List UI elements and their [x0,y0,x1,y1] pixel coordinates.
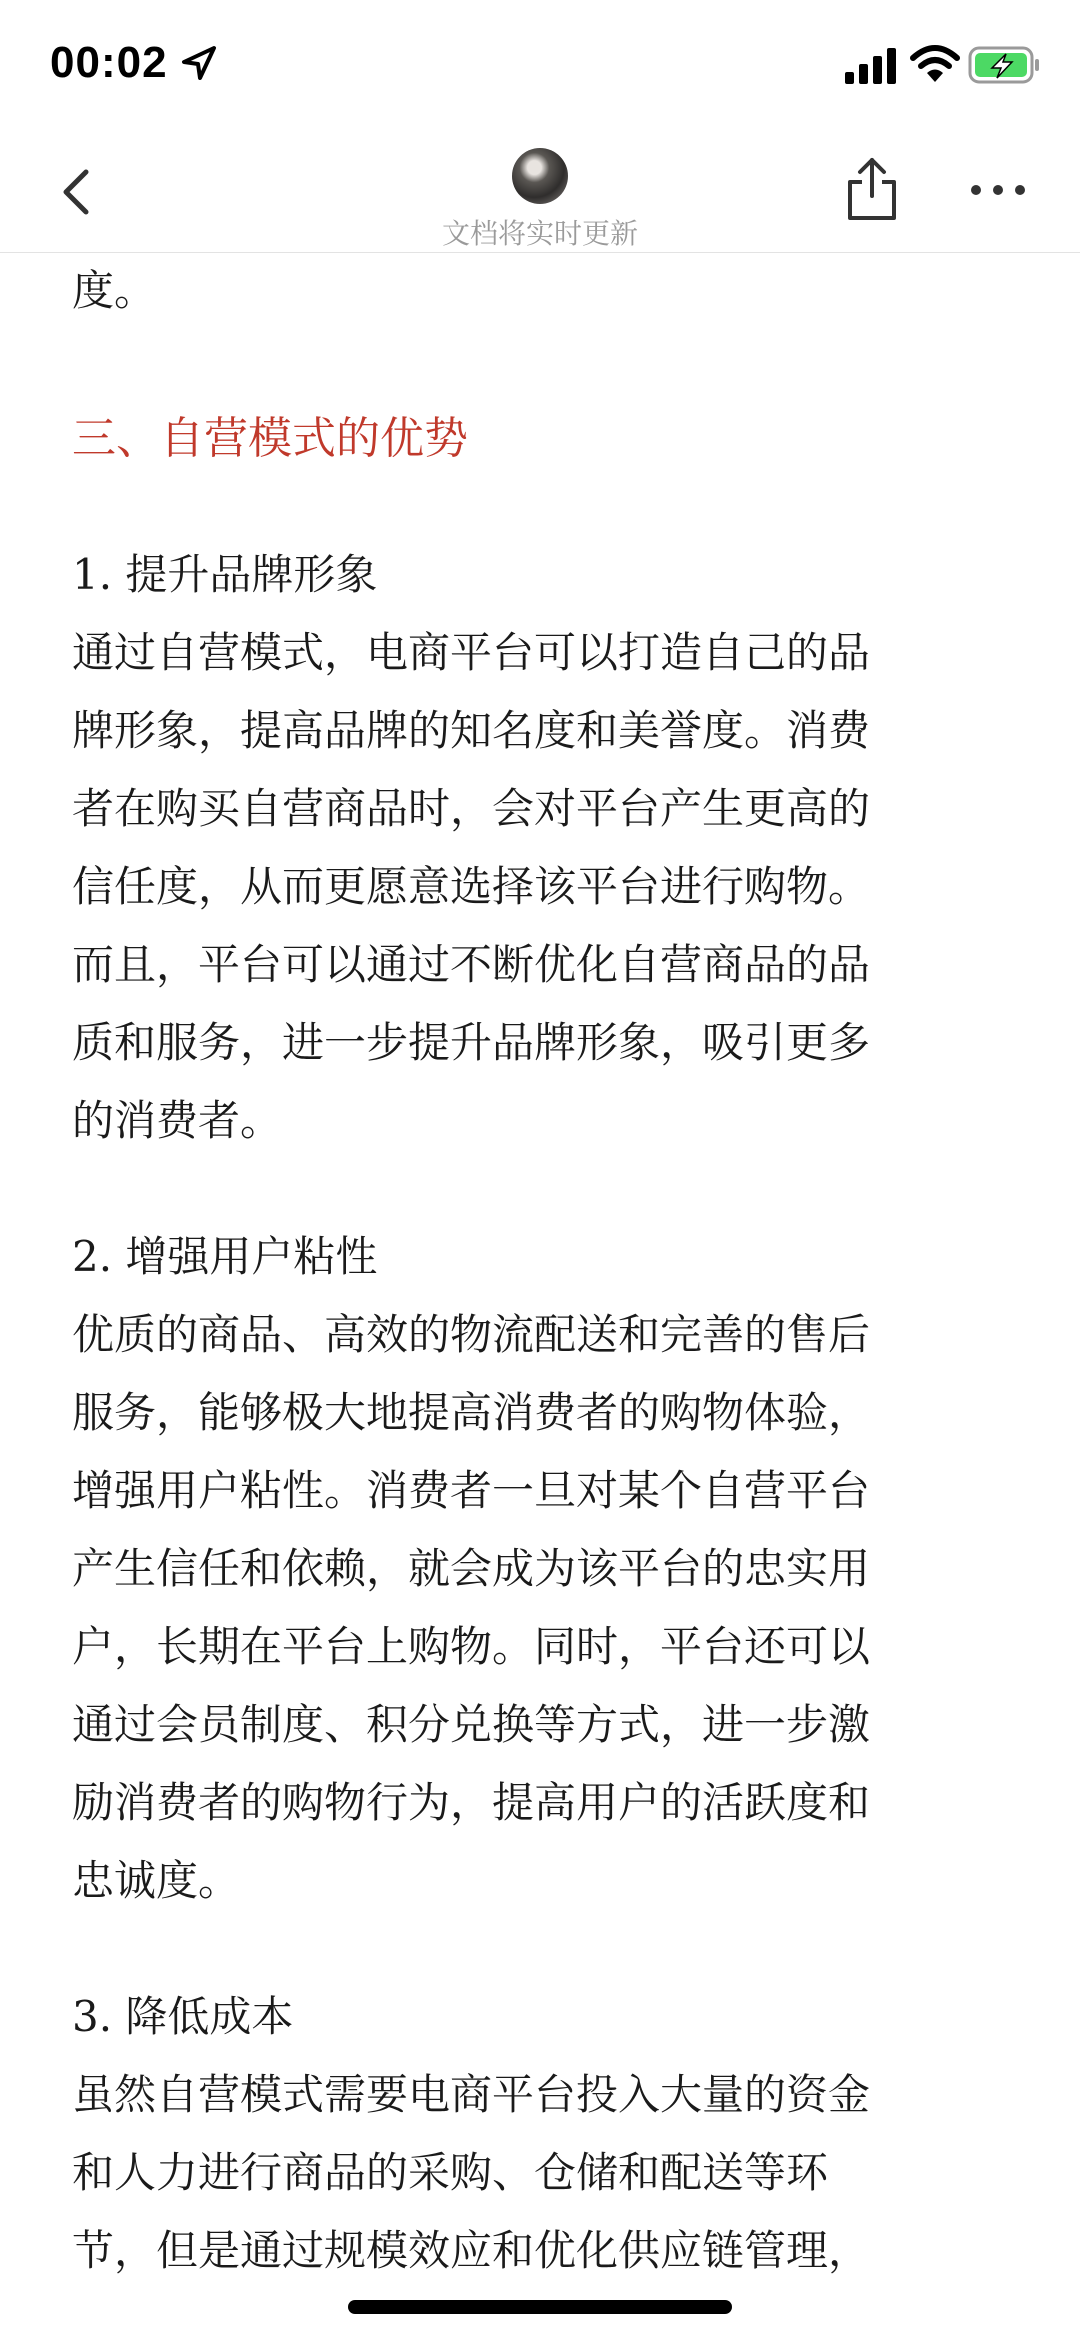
item-title: 2. 增强用户粘性 [72,1232,378,1281]
section-heading: 三、自营模式的优势 [72,413,468,464]
home-indicator[interactable] [348,2300,732,2314]
paragraph-line: 户，长期在平台上购物。同时，平台还可以 [72,1622,871,1671]
nav-subtitle: 文档将实时更新 [441,217,638,250]
item-title: 3. 降低成本 [72,1992,294,2041]
paragraph-line: 增强用户粘性。消费者一旦对某个自营平台 [72,1466,871,1515]
list-item [72,1978,1012,2290]
item-title: 1. 提升品牌形象 [72,550,378,599]
paragraph-line: 而且，平台可以通过不断优化自营商品的品 [72,940,871,989]
signal-icon [845,48,897,84]
document-content [72,252,1012,2290]
paragraph-line: 和人力进行商品的采购、仓储和配送等环 [72,2148,829,2197]
status-time: 00:02 [50,38,168,87]
battery-charging-icon [968,46,1040,84]
list-item [72,536,1012,1160]
paragraph-line: 虽然自营模式需要电商平台投入大量的资金 [72,2070,871,2119]
paragraph-line: 的消费者。 [72,1096,283,1145]
share-icon[interactable] [844,156,900,222]
paragraph-line: 忠诚度。 [72,1856,241,1905]
paragraph-line: 产生信任和依赖，就会成为该平台的忠实用 [72,1544,871,1593]
previous-paragraph-tail: 度。 [72,266,157,315]
location-arrow-icon [180,44,220,84]
paragraph-line: 通过自营模式，电商平台可以打造自己的品 [72,628,871,677]
paragraph-line: 质和服务，进一步提升品牌形象，吸引更多 [72,1018,871,1067]
more-icon[interactable] [970,180,1026,200]
paragraph-line: 优质的商品、高效的物流配送和完善的售后 [72,1310,871,1359]
paragraph-line: 服务，能够极大地提高消费者的购物体验， [72,1388,871,1437]
list-item [72,1218,1012,1920]
paragraph-line: 通过会员制度、积分兑换等方式，进一步激 [72,1700,871,1749]
paragraph-line: 节，但是通过规模效应和优化供应链管理， [72,2226,871,2275]
nav-bar [0,130,1080,253]
paragraph-line: 牌形象，提高品牌的知名度和美誉度。消费 [72,706,871,755]
paragraph-line: 励消费者的购物行为，提高用户的活跃度和 [72,1778,871,1827]
paragraph-line: 者在购买自营商品时，会对平台产生更高的 [72,784,871,833]
status-bar [0,0,1080,130]
paragraph-line: 信任度，从而更愿意选择该平台进行购物。 [72,862,871,911]
wifi-icon [910,44,960,84]
avatar[interactable] [512,148,568,204]
